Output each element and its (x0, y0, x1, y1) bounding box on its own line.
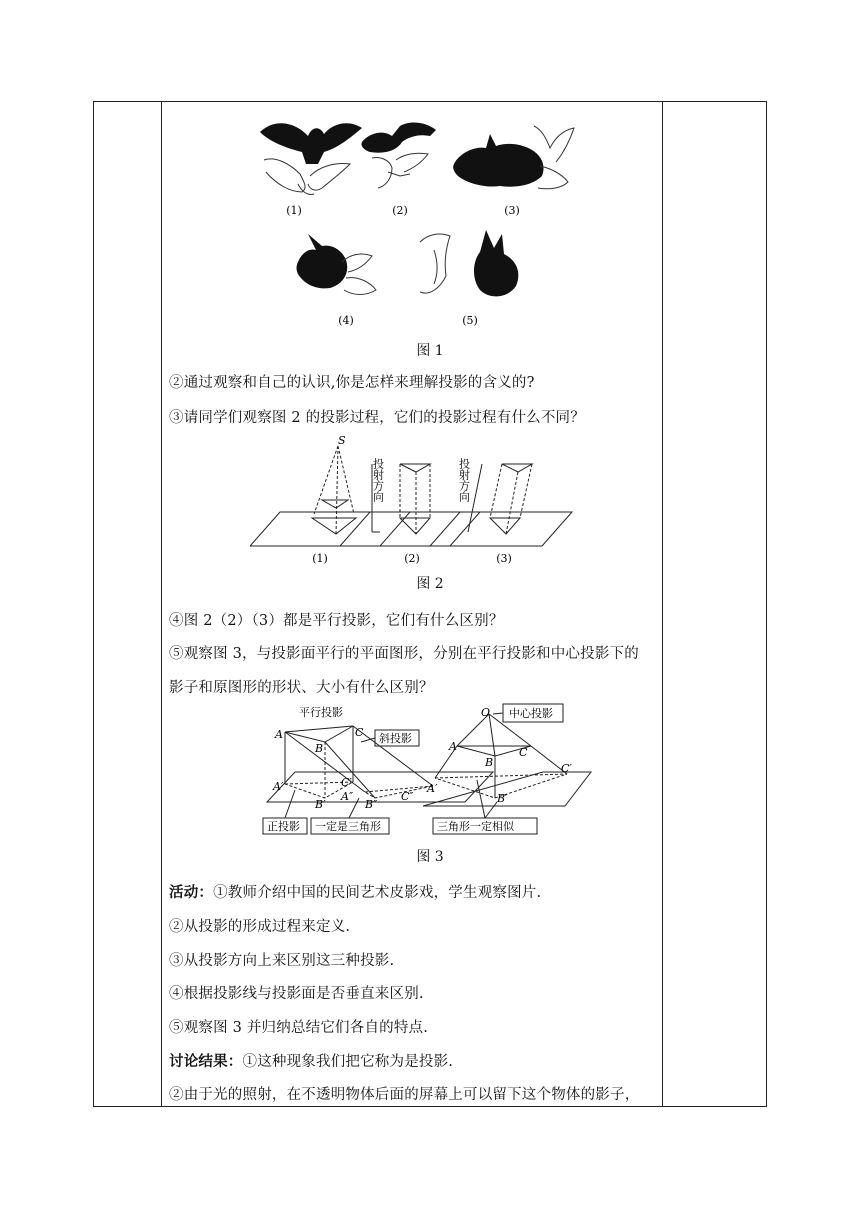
figure-1-hand-shadows (250, 112, 600, 334)
question-5-line-1: ⑤观察图 3，与投影面平行的平面图形，分别在平行投影和中心投影下的 (169, 646, 639, 662)
shadow-rabbit-head (474, 230, 518, 296)
figure-2-caption: 图 2 (416, 576, 444, 592)
projection-plane-1 (250, 512, 410, 546)
point-b1-left: B′ (315, 798, 326, 811)
orthographic-label: 正投影 (267, 820, 300, 833)
shadow-goose (361, 123, 436, 153)
point-a-left: A (275, 728, 283, 741)
shadow-dog (453, 134, 543, 187)
hands-goose (372, 153, 428, 188)
discussion-line-2: ②由于光的照射，在不透明物体后面的屏幕上可以留下这个物体的影子， (169, 1087, 640, 1103)
figure-1-label-1: (1) (286, 204, 302, 217)
figure-1-label-4: (4) (338, 314, 354, 327)
question-2: ②通过观察和自己的认识,你是怎样来理解投影的含义的? (169, 375, 535, 391)
center-projection-title: 中心投影 (509, 707, 553, 720)
triangle-label: 一定是三角形 (315, 820, 381, 833)
figure-3-projection-comparison (255, 702, 595, 840)
shadow-bird (260, 123, 362, 164)
point-b-left: B (315, 742, 324, 755)
figure-2-label-3: (3) (496, 552, 512, 565)
shadow-rabbit (297, 234, 348, 288)
projection-plane-2 (340, 512, 480, 546)
parallel-plane (267, 772, 493, 802)
point-o: O (481, 706, 491, 719)
figure-1-label-5: (5) (462, 314, 478, 327)
point-a-right: A (449, 740, 457, 753)
point-b2-left: B″ (365, 798, 378, 811)
activity-line-2: ②从投影的形成过程来定义. (169, 919, 351, 935)
point-a2-left: A″ (341, 790, 354, 803)
hands-bird (264, 159, 350, 195)
activity-line-5: ⑤观察图 3 并归纳总结它们各自的特点. (169, 1020, 429, 1036)
discussion-line-1 (169, 1050, 453, 1071)
activity-line-3: ③从投影方向上来区别这三种投影. (169, 953, 395, 969)
activity-line-1 (169, 881, 541, 902)
figure-2-direction-label-2: 投射方向 (457, 458, 471, 502)
activity-text-1: ①教师介绍中国的民间艺术皮影戏，学生观察图片. (213, 885, 542, 901)
point-c1-left: C′ (341, 776, 352, 789)
discussion-text-1: ①这种现象我们把它称为是投影. (242, 1054, 454, 1070)
column-divider-left (161, 102, 162, 1106)
point-a1-right: A′ (427, 782, 438, 795)
figure-1-label-3: (3) (504, 204, 520, 217)
point-b-right: B (485, 756, 494, 769)
hands-rabbit (342, 254, 376, 295)
point-c-right: C (519, 746, 528, 759)
question-3: ③请同学们观察图 2 的投影过程，它们的投影过程有什么不同？ (169, 410, 585, 426)
discussion-label: 讨论结果： (169, 1053, 243, 1070)
activity-label: 活动： (169, 884, 214, 901)
figure-2-label-2: (2) (404, 552, 420, 565)
figure-2-label-1: (1) (312, 552, 328, 565)
hands-rabbit-head (420, 234, 450, 293)
parallel-projection-title: 平行投影 (299, 706, 343, 719)
column-divider-right (662, 102, 663, 1106)
point-c1-right: C′ (561, 762, 572, 775)
question-5-line-2: 影子和原图形的形状、大小有什么区别？ (169, 680, 434, 696)
point-c-left: C (355, 726, 364, 739)
figure-2-point-s: S (338, 434, 346, 447)
activity-line-4: ④根据投影线与投影面是否垂直来区别. (169, 986, 424, 1002)
point-c2-left: C″ (401, 790, 414, 803)
similar-label: 三角形一定相似 (437, 820, 514, 833)
figure-3-caption: 图 3 (416, 849, 444, 865)
point-b1-right: B′ (497, 792, 508, 805)
figure-1-label-2: (2) (392, 204, 408, 217)
figure-2-direction-label-1: 投射方向 (371, 458, 385, 502)
figure-2-projections (250, 434, 580, 570)
oblique-label: 斜投影 (379, 732, 412, 745)
figure-1-caption: 图 1 (416, 343, 444, 359)
question-4: ④图 2（2）（3）都是平行投影，它们有什么区别？ (169, 613, 504, 629)
point-a1-left: A′ (273, 780, 284, 793)
